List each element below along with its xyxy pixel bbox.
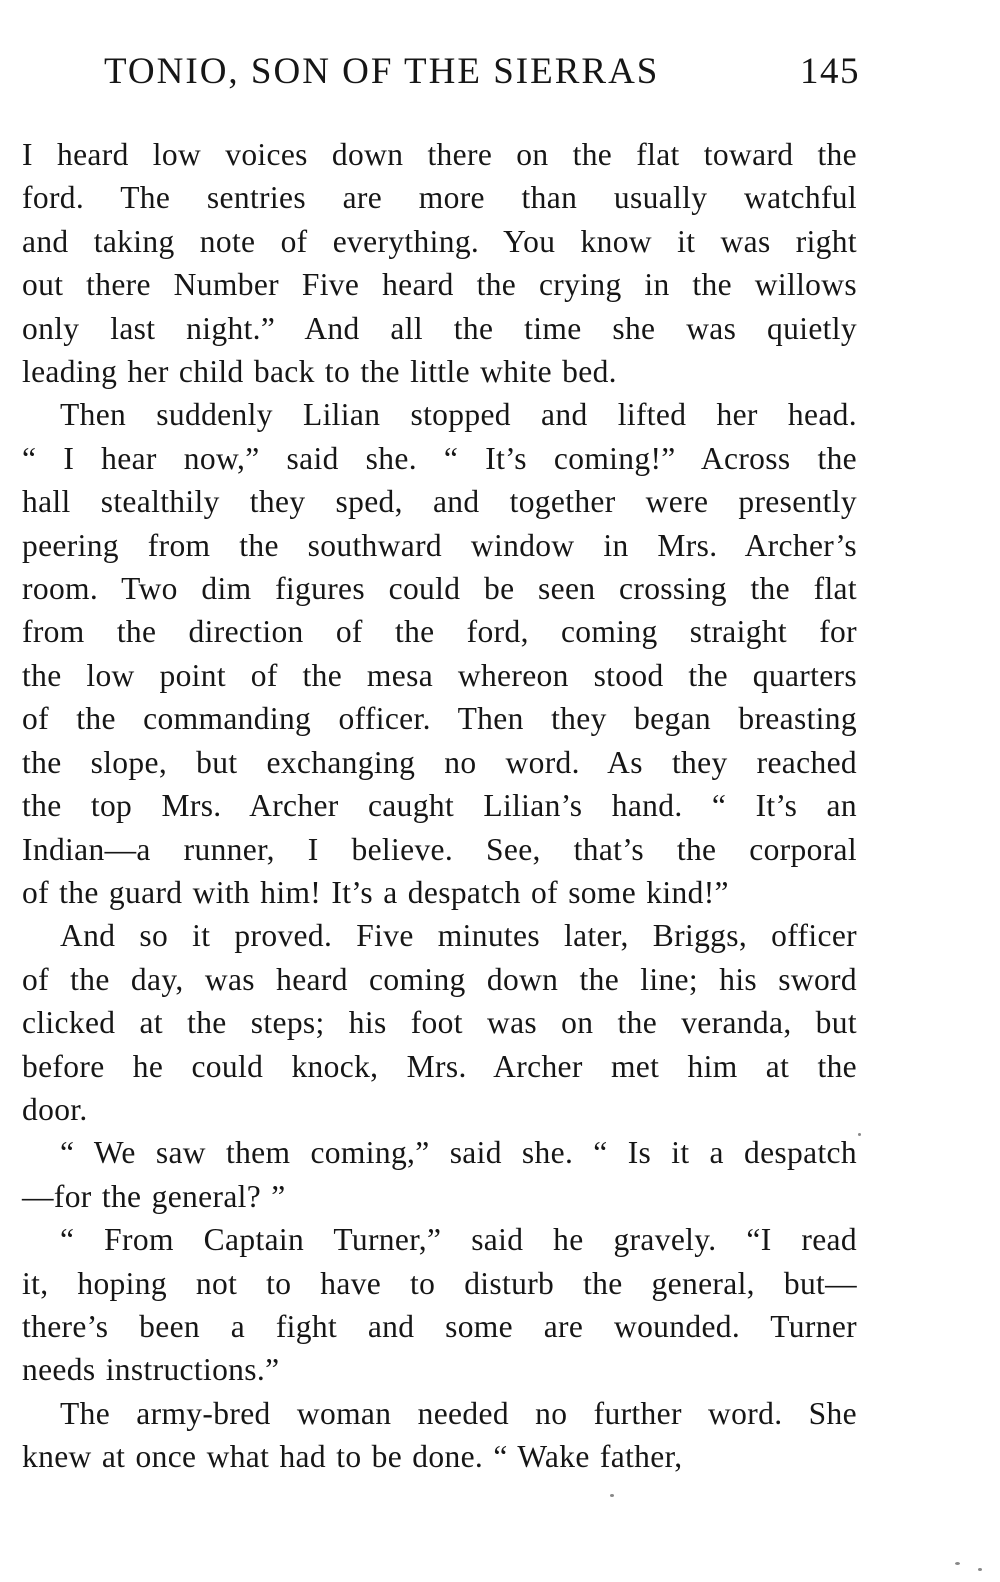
text-line: before he could knock, Mrs. Archer met him at the [22, 1048, 857, 1084]
text-line: and taking note of everything. You know it was right [22, 223, 857, 259]
text-line: there’s been a fight and some are wounded. Turner [22, 1308, 857, 1344]
text-line: it, hoping not to have to disturb the general, but— [22, 1265, 857, 1301]
scan-speck [978, 1568, 982, 1571]
body-text [22, 133, 857, 1479]
text-line: knew at once what had to be done. “ Wake father, [22, 1439, 683, 1475]
text-line: And so it proved. Five minutes later, Briggs, officer [60, 918, 857, 954]
paragraph [22, 393, 857, 914]
text-line: the top Mrs. Archer caught Lilian’s hand. “ It’s an [22, 788, 857, 824]
text-line: of the day, was heard coming down the line; his sword [22, 961, 857, 997]
text-line: leading her child back to the little white bed. [22, 354, 617, 390]
paragraph [22, 1131, 857, 1218]
running-head [104, 50, 860, 100]
text-line: clicked at the steps; his foot was on the veranda, but [22, 1005, 857, 1041]
text-line: —for the general? ” [22, 1178, 286, 1214]
text-line: “ I hear now,” said she. “ It’s coming!” Across the [22, 440, 857, 476]
text-line: out there Number Five heard the crying in the willows [22, 267, 857, 303]
text-line: The army-bred woman needed no further word. She [60, 1395, 857, 1431]
text-line: from the direction of the ford, coming straight for [22, 614, 857, 650]
text-line: the slope, but exchanging no word. As they reached [22, 744, 857, 780]
scan-speck [610, 1494, 614, 1497]
scan-speck [858, 1133, 861, 1136]
text-line: “ From Captain Turner,” said he gravely. “I read [60, 1222, 857, 1258]
text-line: peering from the southward window in Mrs. Archer’s [22, 527, 857, 563]
page-number: 145 [800, 51, 860, 92]
paragraph [22, 1218, 857, 1392]
text-line: of the commanding officer. Then they began breasting [22, 701, 857, 737]
paragraph [22, 1392, 857, 1479]
text-line: Indian—a runner, I believe. See, that’s the corporal [22, 831, 857, 867]
text-line: hall stealthily they sped, and together were presently [22, 484, 857, 520]
text-line: needs instructions.” [22, 1352, 280, 1388]
paragraph [22, 914, 857, 1131]
running-title: TONIO, SON OF THE SIERRAS [104, 51, 660, 92]
paragraph [22, 133, 857, 393]
text-line: of the guard with him! It’s a despatch of some kind!” [22, 874, 729, 910]
text-line: ford. The sentries are more than usually watchful [22, 180, 857, 216]
text-line: the low point of the mesa whereon stood the quarters [22, 657, 857, 693]
text-line: “ We saw them coming,” said she. “ Is it a despatch [60, 1135, 857, 1171]
text-line: Then suddenly Lilian stopped and lifted her head. [60, 397, 857, 433]
scan-speck [955, 1562, 960, 1565]
text-line: only last night.” And all the time she was quietly [22, 310, 857, 346]
text-line: I heard low voices down there on the flat toward the [22, 137, 857, 172]
text-line: door. [22, 1091, 88, 1127]
text-line: room. Two dim figures could be seen crossing the flat [22, 571, 857, 607]
